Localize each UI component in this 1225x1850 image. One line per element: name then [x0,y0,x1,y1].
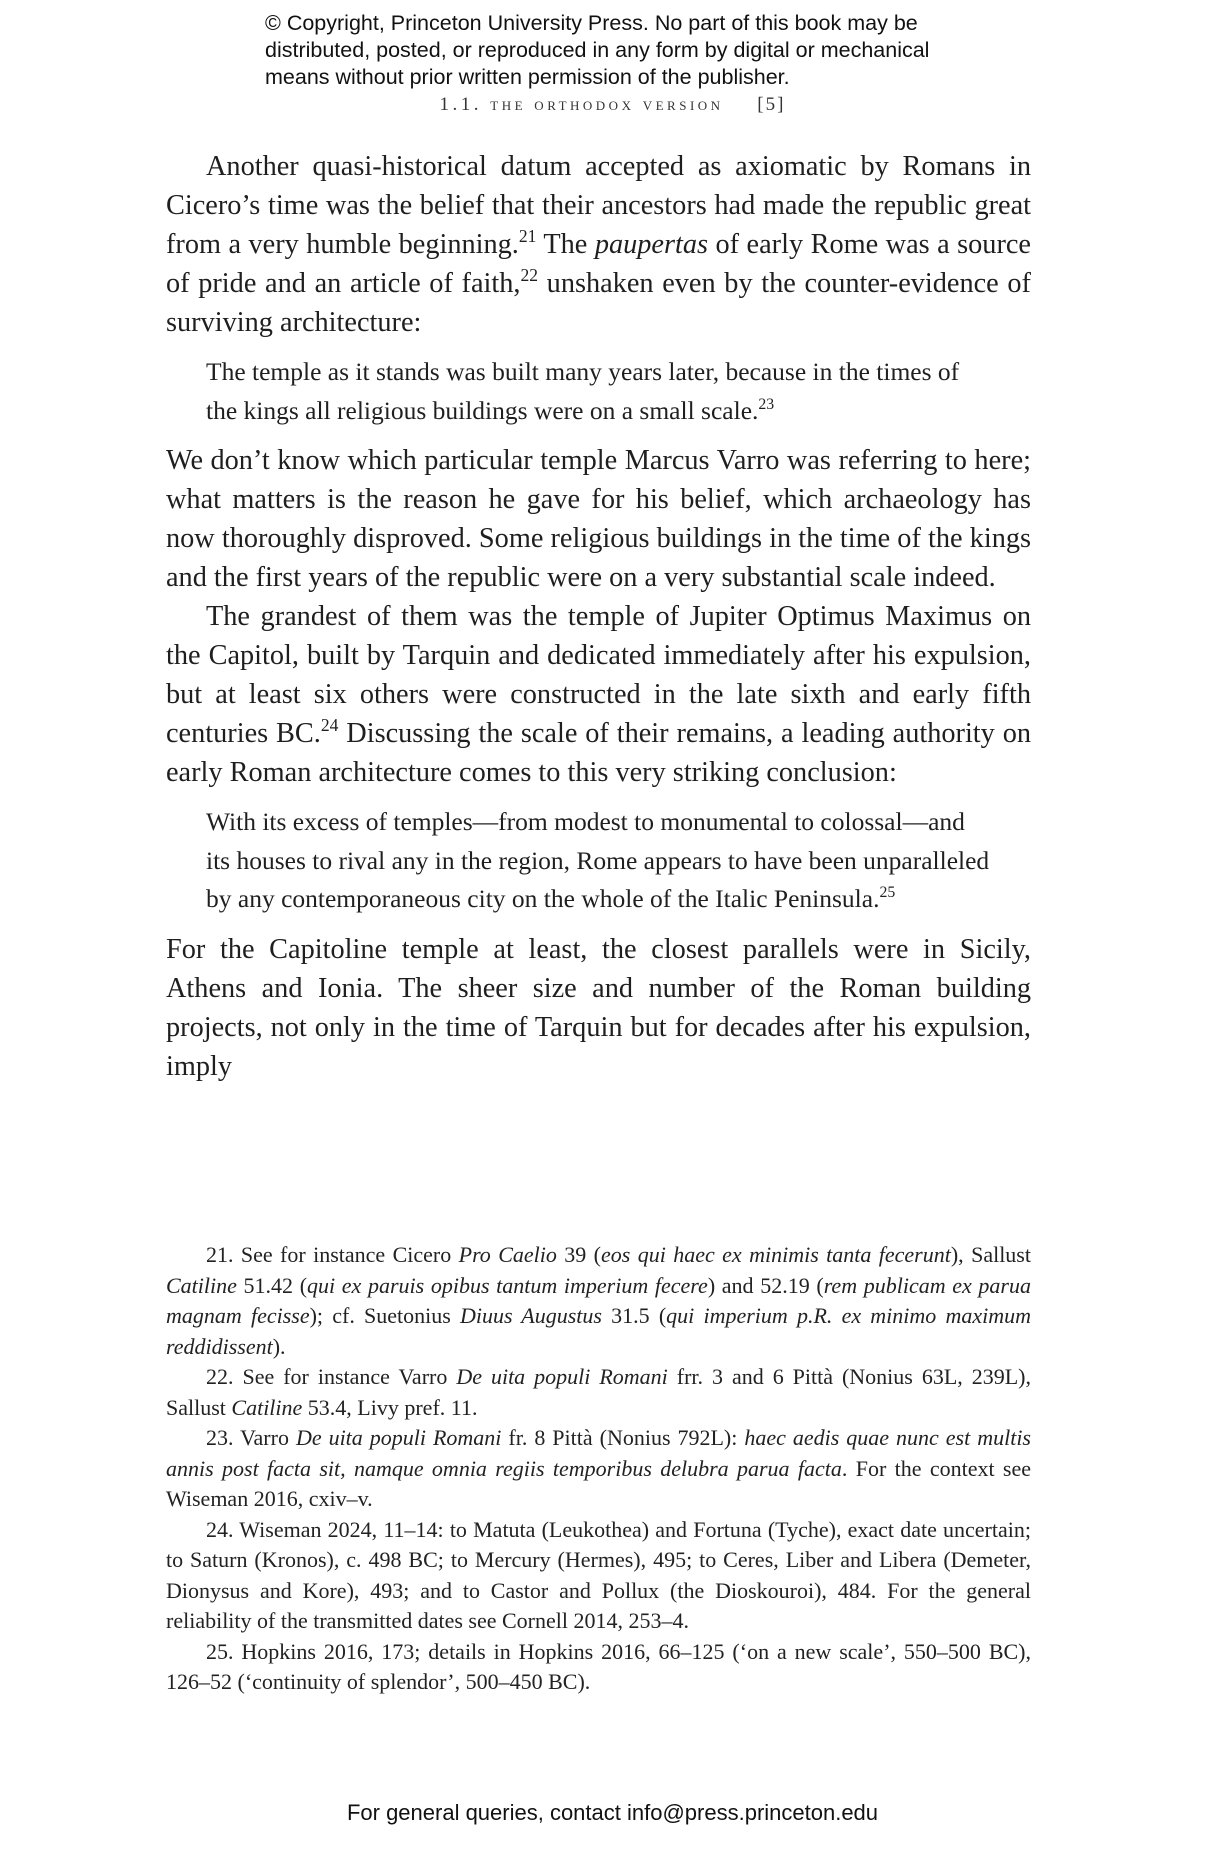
text-run: unshaken even by the counter-evidence of surviving architecture: [166,268,1031,338]
text-run: With its excess of temples—from modest to monumental to colossal—and its houses to rival any in the region, Rome appears to have been unparalleled by any contemporaneous city on the whole of the Italic Peninsula. [206,807,990,913]
italic-quote: eos qui haec ex minimis tanta fecerunt [601,1242,951,1267]
text-run: . For the context see Wiseman 2016, cxiv–v. [166,1455,1031,1511]
italic-quote: rem publicam ex parua magnam fecisse [166,1272,1031,1328]
text-run: ) and 52.19 ( [707,1272,824,1298]
text-run: 22. See for instance Varro [206,1364,457,1389]
text-run: Discussing the scale of their remains, a leading authority on early Roman architecture comes to this very striking conclusion: [166,718,1032,788]
text-run: fr. 8 Pittà (Nonius 792L): [501,1425,745,1450]
paragraph [166,597,1031,792]
italic-term: paupertas [594,229,709,260]
paragraph: For the Capitoline temple at least, the closest parallels were in Sicily, Athens and Ionia. The sheer size and number of the Roman building projects, not only in the time of Tarquin but for decades after his expulsion, imply [166,933,1031,1082]
copyright-notice [265,10,1025,91]
page-number: [5] [757,94,786,115]
text-run: 53.4, Livy pref. 11. [302,1394,478,1420]
italic-title: Catiline [231,1394,303,1420]
footer-contact: For general queries, contact info@press.princeton.edu [346,1800,879,1825]
text-run: 31.5 ( [601,1303,667,1328]
text-run: The grandest of them was the temple of Jupiter Optimus Maximus on the Capitol, built by Tarquin and dedicated immediately after his expulsion, but at least six others were constructed in the late sixth and early fifth centuries BC. [166,601,1031,749]
footnote-ref[interactable]: 22 [520,265,538,286]
footnote-25: 25. Hopkins 2016, 173; details in Hopkins 2016, 66–125 (‘on a new scale’, 550–500 BC), 126–52 (‘continuity of splendor’, 500–450 BC). [166,1638,1031,1694]
running-head [0,94,1225,116]
text-run: The temple as it stands was built many years later, because in the times of the kings all religious buildings were on a small scale. [206,357,960,425]
text-run: 23. Varro [206,1425,296,1450]
footnote-23 [166,1423,1031,1515]
italic-quote: haec aedis quae nunc est multis annis post facta sit, namque omnia regiis temporibus delubra parua facta [166,1425,1031,1481]
text-run: ). [272,1333,286,1359]
block-quote [206,803,991,919]
text-run: ); cf. Suetonius [309,1303,460,1328]
text-run: ), Sallust [950,1242,1031,1267]
footnote-ref[interactable]: 24 [320,715,339,736]
italic-title: Diuus Augustus [459,1303,602,1328]
text-run: of early Rome was a source of pride and an article of faith, [166,229,1031,299]
text-run: frr. 3 and 6 Pittà (Nonius 63L, 239L), Sallust [166,1364,1031,1420]
block-quote [206,353,991,430]
copyright-line: © Copyright, Princeton University Press. No part of this book may be [265,11,918,35]
italic-quote: qui imperium p.R. ex minimo maximum reddidissent [166,1303,1032,1359]
paragraph [166,147,1031,342]
copyright-line: distributed, posted, or reproduced in any form by digital or mechanical [265,38,930,62]
italic-title: Catiline [166,1272,237,1298]
main-text [166,147,1031,1086]
text-run: 39 ( [556,1242,601,1267]
footnote-21 [166,1240,1031,1362]
footnote-22 [166,1362,1031,1423]
paragraph: We don’t know which particular temple Marcus Varro was referring to here; what matters is the reason he gave for his belief, which archaeology has now thoroughly disproved. Some religious buildings in the time of the kings and the first years of the republic were on a very substantial scale indeed. [166,445,1031,593]
footnote-24: 24. Wiseman 2024, 11–14: to Matuta (Leukothea) and Fortuna (Tyche), exact date uncertain; to Saturn (Kronos), c. 498 BC; to Mercury (Hermes), 495; to Ceres, Liber and Libera (Demeter, Dionysus and Kore), 493; and to Castor and Pollux (the Dioskouroi), 484. For the general reliability of the transmitted dates see Cornell 2014, 253–4. [166,1516,1031,1633]
italic-title: De uita populi Romani [295,1425,502,1450]
text-run: Another quasi-historical datum accepted as axiomatic by Romans in Cicero’s time was the belief that their ancestors had made the republic great from a very humble beginning. [166,151,1031,260]
text-run: The [536,229,595,260]
footnote-ref[interactable]: 21 [518,226,537,247]
italic-quote: qui ex paruis opibus tantum imperium fecere [307,1272,708,1298]
footnote-ref[interactable]: 25 [879,884,896,902]
copyright-line: means without prior written permission of the publisher. [265,65,790,89]
italic-title: Pro Caelio [458,1242,557,1267]
running-head-title: 1.1. the orthodox version [439,94,724,115]
footnote-ref[interactable]: 23 [758,395,775,413]
footnotes [166,1240,1031,1698]
text-run: 51.42 ( [236,1272,308,1298]
italic-title: De uita populi Romani [456,1364,668,1389]
text-run: 21. See for instance Cicero [206,1242,459,1267]
